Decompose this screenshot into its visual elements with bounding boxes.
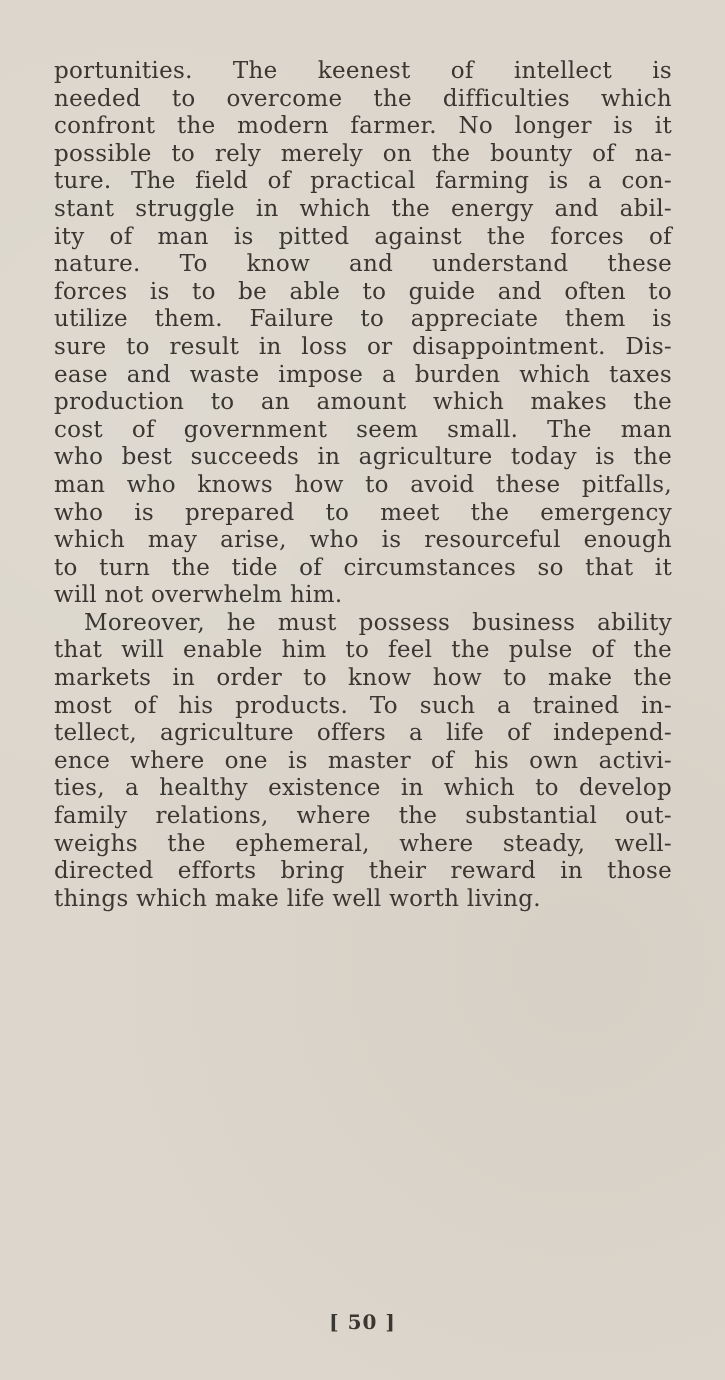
body-text [54, 58, 672, 913]
text-line: ties, a healthy existence in which to develop [54, 775, 672, 802]
text-line: cost of government seem small. The man [54, 416, 672, 443]
text-line: who is prepared to meet the emergency [54, 499, 672, 526]
text-line: ease and waste impose a burden which taxes [54, 361, 672, 388]
text-line: portunities. The keenest of intellect is [54, 58, 672, 84]
text-line: markets in order to know how to make the [54, 665, 672, 692]
page-number: [ 50 ] [329, 1310, 396, 1334]
text-line: forces is to be able to guide and often to [54, 278, 672, 305]
text-line: that will enable him to feel the pulse of the [54, 637, 672, 664]
text-line: ture. The field of practical farming is a con- [54, 168, 672, 195]
text-line: utilize them. Failure to appreciate them is [54, 306, 672, 333]
text-line: needed to overcome the difficulties which [54, 85, 672, 112]
text-line: to turn the tide of circumstances so that it [54, 554, 672, 581]
text-line: production to an amount which makes the [54, 389, 672, 416]
text-line: man who knows how to avoid these pitfalls, [54, 471, 672, 498]
text-line: confront the modern farmer. No longer is it [54, 113, 672, 140]
text-line: family relations, where the substantial out- [54, 803, 672, 830]
text-line: sure to result in loss or disappointment. Dis- [54, 333, 672, 360]
text-line: tellect, agriculture offers a life of independ- [54, 720, 672, 747]
paragraph-2 [54, 610, 672, 914]
text-line: directed efforts bring their reward in those [54, 858, 672, 885]
text-line: ence where one is master of his own activi- [54, 747, 672, 774]
text-line: Moreover, he must possess business ability [84, 609, 672, 636]
text-line: will not overwhelm him. [54, 582, 343, 609]
text-line: who best succeeds in agriculture today is the [54, 444, 672, 471]
text-line: most of his products. To such a trained in- [54, 692, 672, 719]
text-line: ity of man is pitted against the forces of [54, 223, 672, 250]
text-line: nature. To know and understand these [54, 251, 672, 278]
text-line: weighs the ephemeral, where steady, well- [54, 830, 672, 857]
text-line: stant struggle in which the energy and abil- [54, 195, 672, 222]
text-line: which may arise, who is resourceful enough [54, 527, 672, 554]
paragraph-1 [54, 58, 672, 610]
text-line: things which make life well worth living. [54, 885, 541, 912]
text-line: possible to rely merely on the bounty of na- [54, 140, 672, 167]
